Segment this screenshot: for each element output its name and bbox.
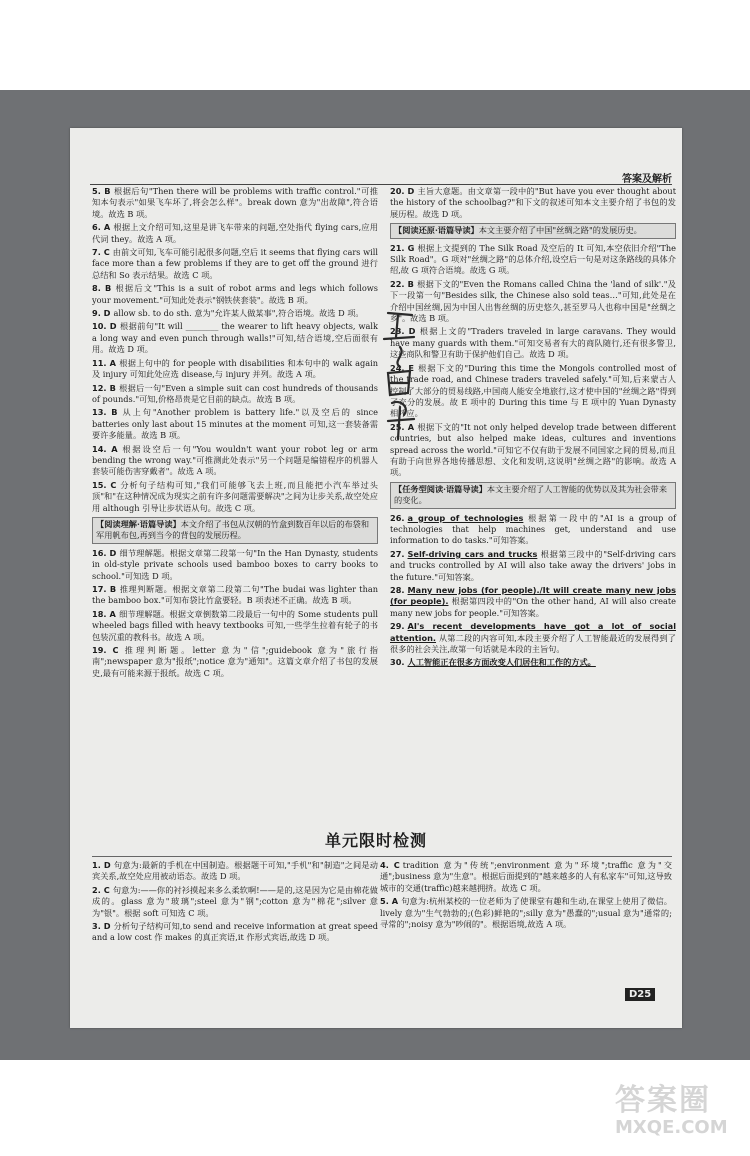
answer-item: [390, 422, 676, 479]
explanation-text: 句意为:——你的衬衫摸起来多么柔软啊!——是的,这是因为它是由棉花做成的。glass 意为"玻璃";steel 意为"钢";cotton 意为"棉花";silver 意为"银"。根据 soft 可知选 C 项。: [92, 884, 378, 918]
left-answer-list: [92, 186, 378, 514]
answer-item: [92, 444, 378, 478]
answer-number: 7. C: [92, 247, 110, 258]
watermark-text: 答案圈: [615, 1083, 711, 1118]
left-answer-list-2: [92, 548, 378, 679]
intro-tag: 【阅读还原·语篇导读】: [394, 225, 479, 236]
watermark-logo: [615, 1085, 743, 1145]
watermark-url: MXQE.COM: [615, 1117, 728, 1138]
answer-item: [92, 548, 378, 582]
unit-test-left: [92, 860, 378, 946]
answer-number: 5. B: [92, 186, 111, 196]
answer-item: [92, 885, 378, 919]
answer-number: 11. A: [92, 357, 116, 368]
explanation-text: 根据上文介绍可知,这里是讲飞车带来的问题,空处指代 flying cars,应用代词 they。故选 A 项。: [92, 222, 378, 244]
answer-number: 9. D: [92, 308, 111, 319]
answer-number: 21. G: [390, 242, 415, 253]
answer-number: 1. D: [92, 860, 111, 870]
explanation-text: 细节理解题。根据文章第二段第一句"In the Han Dynasty, students in old-style private schools used bamboo boxes to carry books to school."可知选 D 项。: [92, 547, 378, 581]
intro-text: 本文介绍了书包从汉朝的竹盒到数百年以后的布袋和军用帆布包,再到当今的背包的发展历程。: [96, 518, 370, 541]
answer-item: [390, 326, 676, 360]
explanation-text: 分析句子结构可知,"我们可能够飞去上班,而且能把小汽车举过头顶"和"在这种情况成为现实之前有许多问题需要解决"之间为让步关系,故空处应用 although 引导让步状语从句。故选 C 项。: [92, 479, 378, 513]
explanation-text: tradition 意为"传统";environment 意为"环境";traffic 意为"交通";business 意为"生意"。根据后面提到的"越来越多的人有私家车"可知,这导致城市的交通(traffic)越来越拥挤。故选 C 项。: [380, 860, 673, 893]
answer-number: 8. B: [92, 283, 112, 294]
answer-item: [390, 621, 676, 655]
header-rule: [90, 184, 672, 185]
explanation-text: 根据后文"This is a suit of robot arms and legs which follows your movement."可知此处表示"钢铁侠套装"。故选 B 项。: [92, 283, 378, 305]
explanation-text: 推理判断题。根据文章第二段第二句"The budai was lighter than the bamboo box."可知布袋比竹盒要轻。B 项表述不正确。故选 B 项。: [92, 584, 378, 606]
page-header: 答案及解析: [622, 174, 672, 185]
answer-item: [92, 480, 378, 514]
answer-item: [390, 186, 676, 220]
answer-number: 25. A: [390, 421, 415, 432]
answer-item: [92, 921, 378, 944]
answer-text: Many new jobs (for people)./It will create many new jobs (for people).: [390, 585, 676, 607]
answer-number: 28.: [390, 585, 405, 595]
answer-number: 30.: [390, 657, 405, 668]
answer-number: 22. B: [390, 278, 414, 289]
answer-text: Self-driving cars and trucks: [407, 548, 538, 559]
answer-number: 15. C: [92, 479, 117, 490]
answer-text: 人工智能正在很多方面改变人们居住和工作的方式。: [407, 657, 596, 668]
answer-text: a group of technologies: [407, 512, 524, 523]
right-answer-list-2: [390, 243, 676, 479]
answer-number: 4. C: [380, 860, 400, 870]
explanation-text: 推理判断题。letter 意为"信";guidebook 意为"旅行指南";newspaper 意为"报纸";notice 意为"通知"。这篇文章介绍了书包的发展史,最有可能来源于报纸。故选 C 项。: [92, 645, 378, 678]
section-rule: [92, 856, 672, 857]
explanation-text: 根据第一段中的"AI is a group of technologies that help machines get, understand and use information to do tasks."可知答案。: [390, 512, 677, 546]
answer-number: 16. D: [92, 547, 117, 558]
answer-item: [390, 549, 676, 583]
answer-item: [92, 609, 378, 643]
answer-number: 10. D: [92, 321, 117, 332]
answer-number: 6. A: [92, 222, 111, 233]
answer-item: [390, 513, 676, 547]
answer-item: [380, 896, 672, 930]
answer-number: 24. E: [390, 362, 415, 373]
answer-item: [92, 222, 378, 245]
intro-tag: 【任务型阅读·语篇导读】: [394, 483, 487, 494]
explanation-text: 句意为:杭州某校的一位老师为了使课堂有趣和生动,在课堂上使用了微信。lively 意为"生气勃勃的;(色彩)鲜艳的";silly 意为"愚蠢的";usual 意为"通常的;寻常的";noisy 意为"吵闹的"。根据语境,故选 A 项。: [380, 896, 672, 930]
answer-number: 14. A: [92, 443, 118, 454]
answer-item: [92, 383, 378, 406]
explanation-text: 根据下文的"Even the Romans called China the 'land of silk'."及下一段第一句"Besides silk, the Chinese also sold teas…"可知,此处是在介绍中国丝绸,因为中国人出售丝绸的历史悠久,甚至罗马人也称中国是"丝绸之乡"。故选 B 项。: [390, 278, 676, 324]
answer-number: 19. C: [92, 645, 119, 656]
intro-tag: 【阅读理解·语篇导读】: [96, 518, 181, 529]
answer-item: [92, 645, 378, 679]
explanation-text: 主旨大意题。由文章第一段中的"But have you ever thought about the history of the schoolbag?"和下文的叙述可知本文主要介绍了书包的发展历程。故选 D 项。: [390, 186, 676, 219]
answer-item: [380, 860, 672, 894]
answer-number: 3. D: [92, 921, 111, 932]
explanation-text: 根据设空后一句"You wouldn't want your robot leg or arm bending the wrong way."可推测此处表示"另一个问题是编错程序的机器人套装可能伤害穿戴者"。故选 A 项。: [92, 443, 378, 477]
right-column: [390, 186, 676, 671]
answer-item: [92, 283, 378, 306]
answer-item: [390, 243, 676, 277]
explanation-text: 根据上文提到的 The Silk Road 及空后的 It 可知,本空依旧介绍"The Silk Road"。G 项对"丝绸之路"的总体介绍,设空后一句是对这条路线的具体介绍,故 G 项符合语境。故选 G 项。: [390, 242, 676, 276]
explanation-text: 根据后一句"Even a simple suit can cost hundreds of thousands of pounds."可知,价格昂贵是它目前的缺点。故选 B 项。: [92, 382, 378, 404]
answer-number: 27.: [390, 548, 405, 559]
answer-item: [390, 657, 676, 668]
answer-item: [92, 860, 378, 883]
right-answer-list: [390, 186, 676, 220]
explanation-text: 从第二段的内容可知,本段主要介绍了人工智能最近的发展得到了很多的社会关注,故第一句话就是本段的主旨句。: [390, 632, 676, 655]
answer-item: [92, 358, 378, 381]
explanation-text: 从上句"Another problem is battery life."以及空后的 since batteries only last about 15 minutes at the moment 可知,这一套装备需要许多能量。故选 B 项。: [92, 407, 378, 441]
answer-number: 5. A: [380, 896, 399, 907]
explanation-text: 根据上文的"Traders traveled in large caravans. They would have many guards with them."可知交易者有大的商队随行,还有很多警卫,这些商队和警卫有助于保护他们自己。故选 D 项。: [390, 326, 676, 360]
explanation-text: 句意为:最新的手机在中国制造。根据题干可知,"手机"和"制造"之间是动宾关系,故空处应用被动语态。故选 D 项。: [92, 860, 378, 882]
intro-text: 本文主要介绍了人工智能的优势以及其为社会带来的变化。: [394, 483, 668, 506]
reading-intro-3: [390, 482, 676, 509]
answer-number: 26.: [390, 512, 405, 523]
document-page: [70, 128, 682, 1028]
answer-item: [92, 247, 378, 281]
unit-test-right: [380, 860, 672, 932]
explanation-text: 由前文可知,飞车可能引起很多问题,空后 it seems that flying cars will face more than a few problems if they are to get off the ground 进行总结和 So 表示结果。故选 C 项。: [92, 247, 378, 280]
intro-text: 本文主要介绍了中国"丝绸之路"的发展历史。: [478, 225, 642, 236]
explanation-text: 根据下文的"It not only helped develop trade between different countries, but also helped make ideas, cultures and inventions spread across the world."可知它不仅有助于发展不同国家之间的贸易,而且有助于向世界各地传播思想、文化和发明,这说明"丝绸之路"的影响。故选 A 项。: [390, 421, 676, 478]
explanation-text: 根据后句"Then there will be problems with traffic control."可推知本句表示"如果飞车坏了,将会怎么样"。break down 意为"出故障",符合语境。故选 B 项。: [92, 186, 378, 219]
reading-intro-2: [390, 223, 676, 238]
answer-number: 18. A: [92, 608, 116, 619]
explanation-text: 细节理解题。根据文章倒数第二段最后一句中的 Some students pull wheeled bags filled with heavy textbooks 可知,一些学生拉着有轮子的书包装沉重的教科书。故选 A 项。: [92, 608, 378, 642]
answer-number: 29.: [390, 621, 405, 632]
explanation-text: 根据上句中的 for people with disabilities 和本句中的 walk again 及 injury 可知此处应选 disease,与 injury 并列。故选 A 项。: [92, 357, 378, 380]
explanation-text: allow sb. to do sth. 意为"允许某人做某事",符合语境。故选 D 项。: [113, 308, 364, 319]
answer-item: [390, 279, 676, 325]
answer-item: [390, 363, 676, 420]
answer-number: 12. B: [92, 382, 116, 393]
answer-number: 20. D: [390, 186, 415, 196]
right-answer-list-3: [390, 513, 676, 669]
answer-item: [92, 186, 378, 220]
answer-item: [390, 585, 676, 619]
explanation-text: 根据前句"It will ________ the wearer to lift heavy objects, walk a long way and even punch through walls!"可知,结合语境,空后面很有用。故选 D 项。: [92, 321, 378, 355]
answer-number: 13. B: [92, 407, 118, 418]
explanation-text: 根据下文的"During this time the Mongols controlled most of the trade road, and Chinese traders traveled safely."可知,后来蒙古人控制了大部分的贸易线路,中国商人能安全地旅行,这才使中国的"丝绸之路"得到了充分的发展。故 E 项中的 During this time 与 E 项中的 Yuan Dynasty 相呼应。: [390, 362, 676, 419]
left-column: [92, 186, 378, 681]
answer-text: AI's recent developments have got a lot of social attention.: [390, 621, 676, 643]
explanation-text: 分析句子结构可知,to send and receive information at great speed and a low cost 作 makes 的真正宾语,it 作形式宾语,故选 D 项。: [92, 921, 378, 943]
answer-item: [92, 308, 378, 319]
page-number: D25: [625, 988, 655, 1001]
section-title: 单元限时检测: [324, 831, 427, 850]
explanation-text: 根据第四段中的"On the other hand, AI will also create many new jobs for people."可知答案。: [390, 596, 677, 618]
answer-number: 23. D: [390, 326, 416, 337]
handwritten-signature: [370, 303, 430, 443]
answer-item: [92, 407, 378, 441]
explanation-text: 根据第三段中的"Self-driving cars and trucks controlled by AI will also take away the drivers' jobs in the future."可知答案。: [390, 548, 676, 582]
answer-number: 2. C: [92, 884, 110, 895]
reading-intro-1: [92, 517, 378, 544]
answer-item: [92, 584, 378, 607]
answer-number: 17. B: [92, 584, 117, 594]
answer-item: [92, 321, 378, 355]
